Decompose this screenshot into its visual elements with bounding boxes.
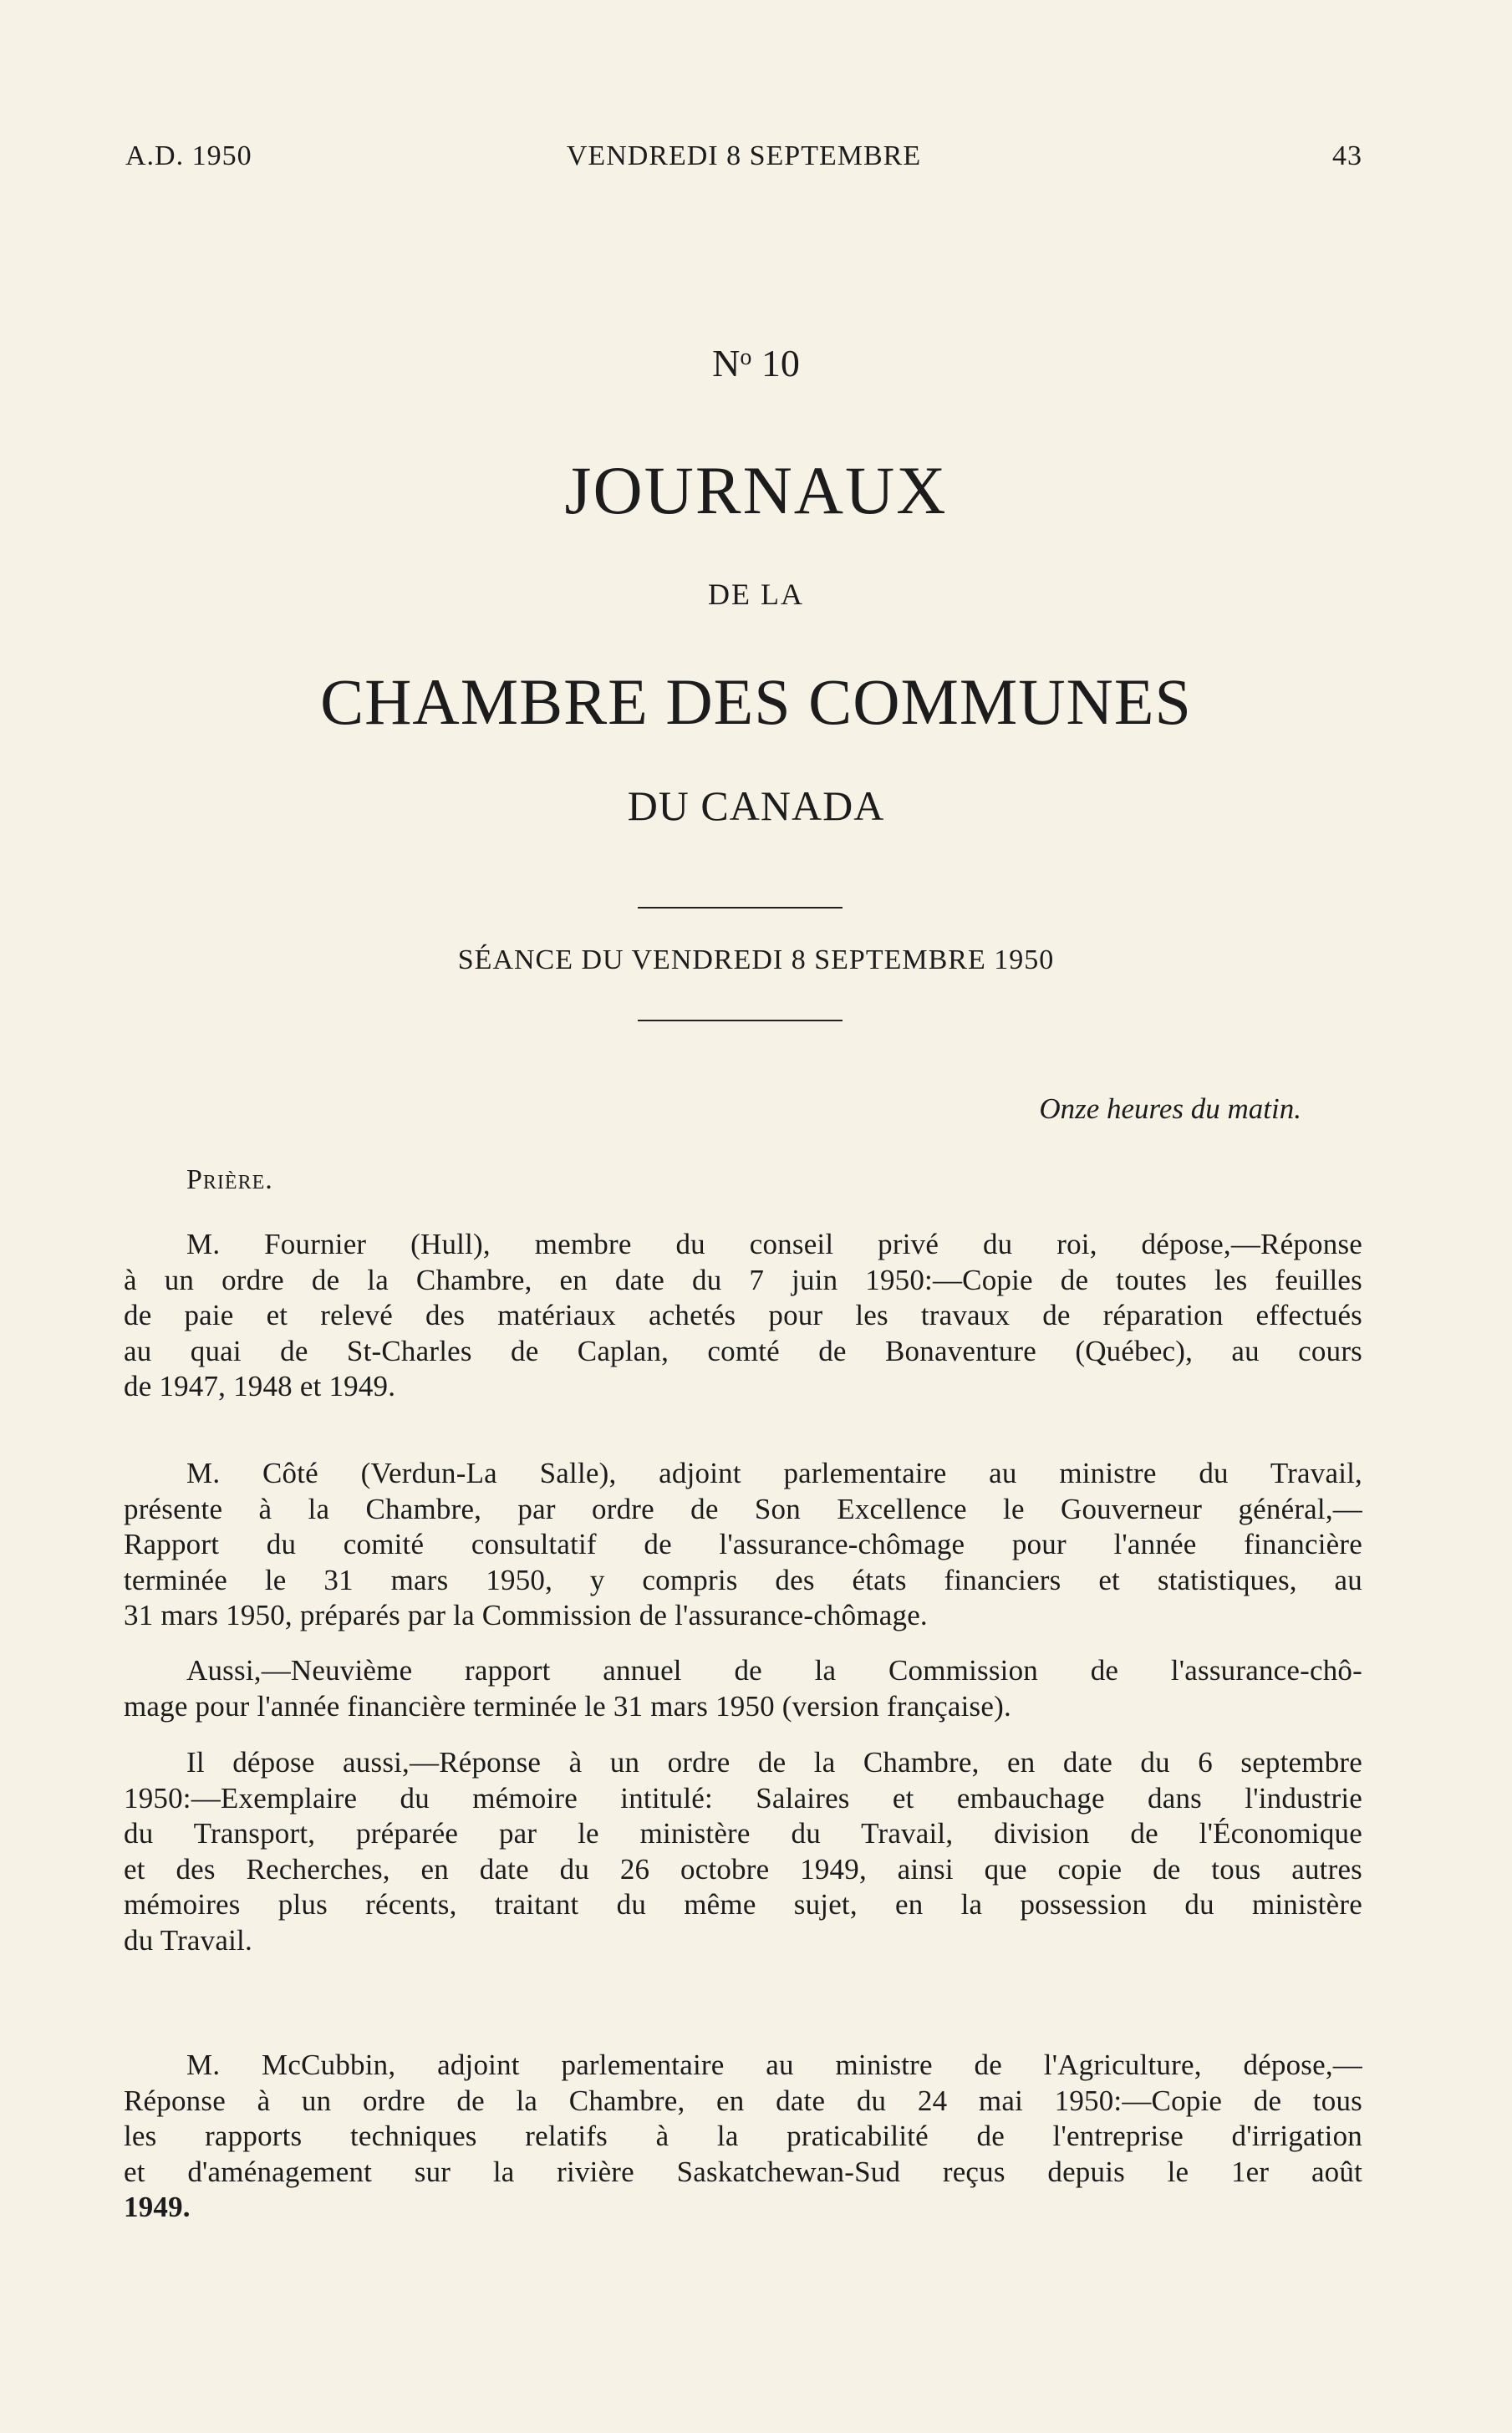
text-line: et des Recherches, en date du 26 octobre 1949, ainsi que copie de tous autres: [124, 1852, 1362, 1886]
divider-top: [638, 907, 843, 909]
text-line: 31 mars 1950, préparés par la Commission de l'assurance-chômage.: [124, 1599, 928, 1631]
paragraph-cote: [124, 1456, 1362, 1634]
text-line: M. McCubbin, adjoint parlementaire au ministre de l'Agriculture, dépose,—: [186, 2049, 1362, 2081]
text-line: Il dépose aussi,—Réponse à un ordre de la Chambre, en date du 6 septembre: [186, 1746, 1362, 1779]
text-line: 1949.: [124, 2191, 191, 2223]
text-line: les rapports techniques relatifs à la praticabilité de l'entreprise d'irrigation: [124, 2120, 1362, 2152]
divider-bottom: [638, 1020, 843, 1021]
text-line: Réponse à un ordre de la Chambre, en date du 24 mai 1950:—Copie de tous: [124, 2084, 1362, 2117]
text-line: mémoires plus récents, traitant du même sujet, en la possession du ministère: [124, 1888, 1362, 1921]
text-line: 1950:—Exemplaire du mémoire intitulé: Salaires et embauchage dans l'industrie: [124, 1781, 1362, 1815]
header-year: A.D. 1950: [125, 140, 252, 171]
prayer-heading: Prière.: [186, 1164, 273, 1195]
text-line: de paie et relevé des matériaux achetés pour les travaux de réparation effectués: [124, 1299, 1362, 1331]
header-date: VENDREDI 8 SEPTEMBRE: [566, 140, 922, 171]
page-number: 43: [1332, 140, 1362, 171]
text-line: terminée le 31 mars 1950, y compris des états financiers et statistiques, au: [124, 1563, 1362, 1596]
text-line: au quai de St-Charles de Caplan, comté de Bonaventure (Québec), au cours: [124, 1334, 1362, 1367]
text-line: présente à la Chambre, par ordre de Son Excellence le Gouverneur général,—: [124, 1492, 1362, 1525]
paragraph-mccubbin: [124, 2048, 1362, 2226]
title-chambre: CHAMBRE DES COMMUNES: [320, 665, 1192, 738]
sitting-title: SÉANCE DU VENDREDI 8 SEPTEMBRE 1950: [457, 944, 1055, 975]
text-line: à un ordre de la Chambre, en date du 7 juin 1950:—Copie de toutes les feuilles: [124, 1263, 1362, 1296]
text-line: du Transport, préparée par le ministère du Travail, division de l'Économique: [124, 1817, 1362, 1850]
text-line: M. Fournier (Hull), membre du conseil privé du roi, dépose,—Réponse: [186, 1228, 1362, 1260]
text-line: mage pour l'année financière terminée le 31 mars 1950 (version française).: [124, 1689, 1011, 1723]
text-line: du Travail.: [124, 1923, 252, 1957]
issue-value: 10: [751, 342, 800, 384]
title-journaux: JOURNAUX: [564, 452, 948, 528]
title-canada: DU CANADA: [627, 782, 885, 829]
paragraph-fournier: [124, 1227, 1362, 1405]
issue-number: [0, 341, 1512, 385]
text-line: de 1947, 1948 et 1949.: [124, 1370, 396, 1402]
sitting-time: Onze heures du matin.: [1039, 1092, 1301, 1125]
text-line: Rapport du comité consultatif de l'assurance-chômage pour l'année financière: [124, 1528, 1362, 1560]
issue-prefix: N: [712, 342, 741, 384]
paragraph-depose-aussi: [124, 1745, 1362, 1958]
text-line: Aussi,—Neuvième rapport annuel de la Commission de l'assurance-chô-: [186, 1654, 1362, 1687]
text-line: et d'aménagement sur la rivière Saskatchewan-Sud reçus depuis le 1er août: [124, 2155, 1362, 2188]
issue-sup: o: [740, 344, 752, 370]
title-de-la: DE LA: [708, 578, 804, 611]
paragraph-aussi: [124, 1653, 1362, 1724]
text-line: M. Côté (Verdun-La Salle), adjoint parlementaire au ministre du Travail,: [186, 1457, 1362, 1489]
